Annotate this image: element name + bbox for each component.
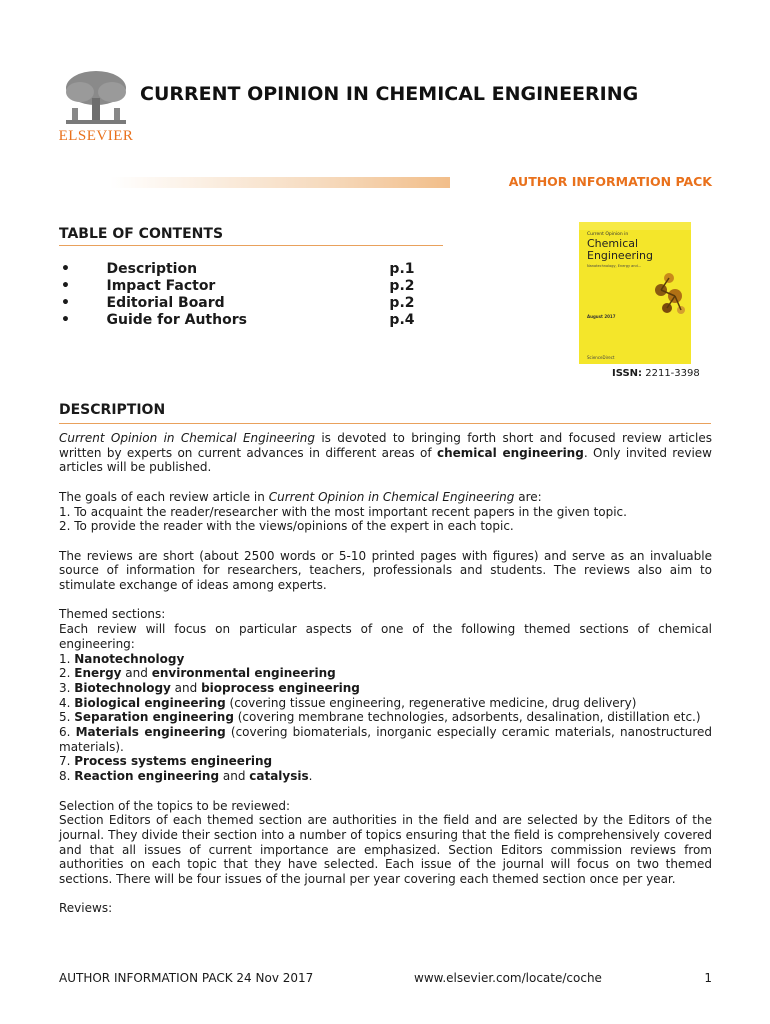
- bold-span: catalysis: [249, 769, 309, 784]
- text-span: (covering membrane technologies, adsorbents, desalination, distillation etc.): [233, 710, 701, 725]
- item-number: 6.: [59, 725, 76, 740]
- text-span: .: [308, 769, 313, 784]
- toc-item-label[interactable]: Impact Factor: [106, 278, 216, 294]
- toc-item-label[interactable]: Editorial Board: [106, 295, 225, 311]
- cover-title-line1: Chemical: [587, 237, 639, 250]
- bold-span: Energy: [74, 666, 122, 681]
- toc-item[interactable]: [59, 278, 429, 295]
- elsevier-logo: [58, 68, 134, 146]
- text-span: is devoted to bringing forth short and focused review articles written by experts on current advances in different areas of: [59, 431, 712, 460]
- cover-subtitle: Nanotechnology, Energy and...: [587, 264, 642, 268]
- publisher-name: ELSEVIER: [58, 128, 134, 144]
- journal-name-italic: Current Opinion in Chemical Engineering: [268, 489, 515, 504]
- bold-span: Nanotechnology: [74, 651, 185, 666]
- bold-span: Process systems engineering: [74, 754, 273, 769]
- cover-top-strip: [579, 222, 691, 230]
- cover-title-line2: Engineering: [587, 249, 653, 262]
- cover-molecule-icon: [649, 268, 689, 320]
- bold-span: Reaction engineering: [74, 769, 220, 784]
- journal-name-italic: Current Opinion in Chemical Engineering: [59, 431, 315, 445]
- page-footer: [59, 971, 712, 985]
- bullet-icon: •: [61, 312, 70, 328]
- toc-item[interactable]: [59, 295, 429, 312]
- issn: [612, 368, 700, 379]
- themed-item: [59, 696, 712, 711]
- themed-heading: Themed sections:: [59, 607, 166, 622]
- themed-item: [59, 681, 712, 696]
- themed-item: [59, 754, 712, 769]
- goal-item: 2. To provide the reader with the views/opinions of the expert in each topic.: [59, 519, 514, 534]
- text-span: The goals of each review article in: [59, 489, 269, 504]
- bold-span: Biotechnology: [74, 680, 171, 695]
- toc-heading: TABLE OF CONTENTS: [59, 226, 224, 242]
- themed-item: [59, 652, 712, 667]
- cover-date: August 2017: [587, 314, 616, 319]
- journal-cover: [579, 222, 691, 364]
- toc-item-page: p.2: [389, 278, 415, 294]
- themed-item: [59, 725, 712, 754]
- text-span: . Only invited review articles will be published.: [59, 445, 712, 475]
- description-paragraph: [59, 431, 712, 475]
- author-pack-label: AUTHOR INFORMATION PACK: [450, 174, 712, 189]
- item-number: 8.: [59, 769, 75, 784]
- toc-item[interactable]: [59, 261, 429, 278]
- bold-span: environmental engineering: [151, 666, 336, 681]
- selection-text: Section Editors of each themed section are authorities in the field and are selected by the Editors of the journal. They divide their section into a number of topics ensuring that the field is comprehensively covered and that all issues of current importance are emphasized. Section Editors commission reviews from authorities on each topic that they have selected. Each issue of the journal will focus on two themed sections. There will be four issues of the journal per year covering each themed section once per year.: [59, 813, 712, 887]
- issn-value: 2211-3398: [645, 368, 700, 379]
- item-number: 1.: [59, 651, 75, 666]
- text-span: (covering tissue engineering, regenerative medicine, drug delivery): [225, 695, 637, 710]
- footer-pack-date: AUTHOR INFORMATION PACK 24 Nov 2017: [59, 971, 314, 985]
- bullet-icon: •: [61, 278, 70, 294]
- bold-span: Materials engineering: [75, 725, 226, 740]
- bold-span: Biological engineering: [74, 695, 226, 710]
- reviews-heading: Reviews:: [59, 901, 113, 916]
- toc-item-label[interactable]: Description: [106, 261, 198, 277]
- bold-span: bioprocess engineering: [201, 680, 360, 695]
- themed-item: [59, 666, 712, 681]
- themed-item: [59, 710, 712, 725]
- page-number: 1: [704, 971, 712, 985]
- selection-heading: Selection of the topics to be reviewed:: [59, 798, 291, 813]
- text-span: and: [121, 666, 152, 681]
- cover-footer: ScienceDirect: [587, 355, 615, 360]
- issn-label: ISSN:: [612, 368, 643, 379]
- toc-item-page: p.4: [389, 312, 415, 328]
- toc-item-page: p.2: [389, 295, 415, 311]
- bullet-icon: •: [61, 261, 70, 277]
- item-number: 7.: [59, 754, 75, 769]
- description-divider: [59, 423, 711, 424]
- footer-url-link[interactable]: www.elsevier.com/locate/coche: [414, 971, 602, 985]
- toc-item-label[interactable]: Guide for Authors: [106, 312, 247, 328]
- bullet-icon: •: [61, 295, 70, 311]
- elsevier-tree-icon: [58, 68, 134, 128]
- toc-list: [59, 261, 429, 329]
- item-number: 5.: [59, 710, 75, 725]
- themed-intro: Each review will focus on particular aspects of one of the following themed sections of chemical engineering:: [59, 622, 712, 651]
- goals-intro: [59, 490, 712, 505]
- bold-span: Separation engineering: [74, 710, 234, 725]
- toc-item-page: p.1: [389, 261, 415, 277]
- description-heading: DESCRIPTION: [59, 402, 166, 418]
- bold-span: chemical engineering: [436, 445, 584, 460]
- description-body: [59, 431, 712, 916]
- text-span: and: [170, 680, 202, 695]
- goal-item: 1. To acquaint the reader/researcher with the most important recent papers in the given topic.: [59, 504, 627, 519]
- cover-title: [587, 238, 653, 262]
- item-number: 2.: [59, 666, 75, 681]
- text-span: and: [219, 769, 250, 784]
- text-span: are:: [514, 489, 542, 504]
- description-paragraph: The reviews are short (about 2500 words or 5-10 printed pages with figures) and serve as an invaluable source of information for researchers, teachers, professionals and students. The reviews also aim to stimulate exchange of ideas among experts.: [59, 548, 712, 592]
- toc-item[interactable]: [59, 312, 429, 329]
- themed-item: [59, 769, 712, 784]
- item-number: 4.: [59, 695, 75, 710]
- toc-divider: [59, 245, 443, 246]
- text-span: (covering biomaterials, inorganic especially ceramic materials, nanostructured materials).: [59, 725, 712, 754]
- item-number: 3.: [59, 680, 75, 695]
- journal-title: CURRENT OPINION IN CHEMICAL ENGINEERING: [140, 83, 639, 105]
- cover-series: Current Opinion in: [587, 232, 629, 237]
